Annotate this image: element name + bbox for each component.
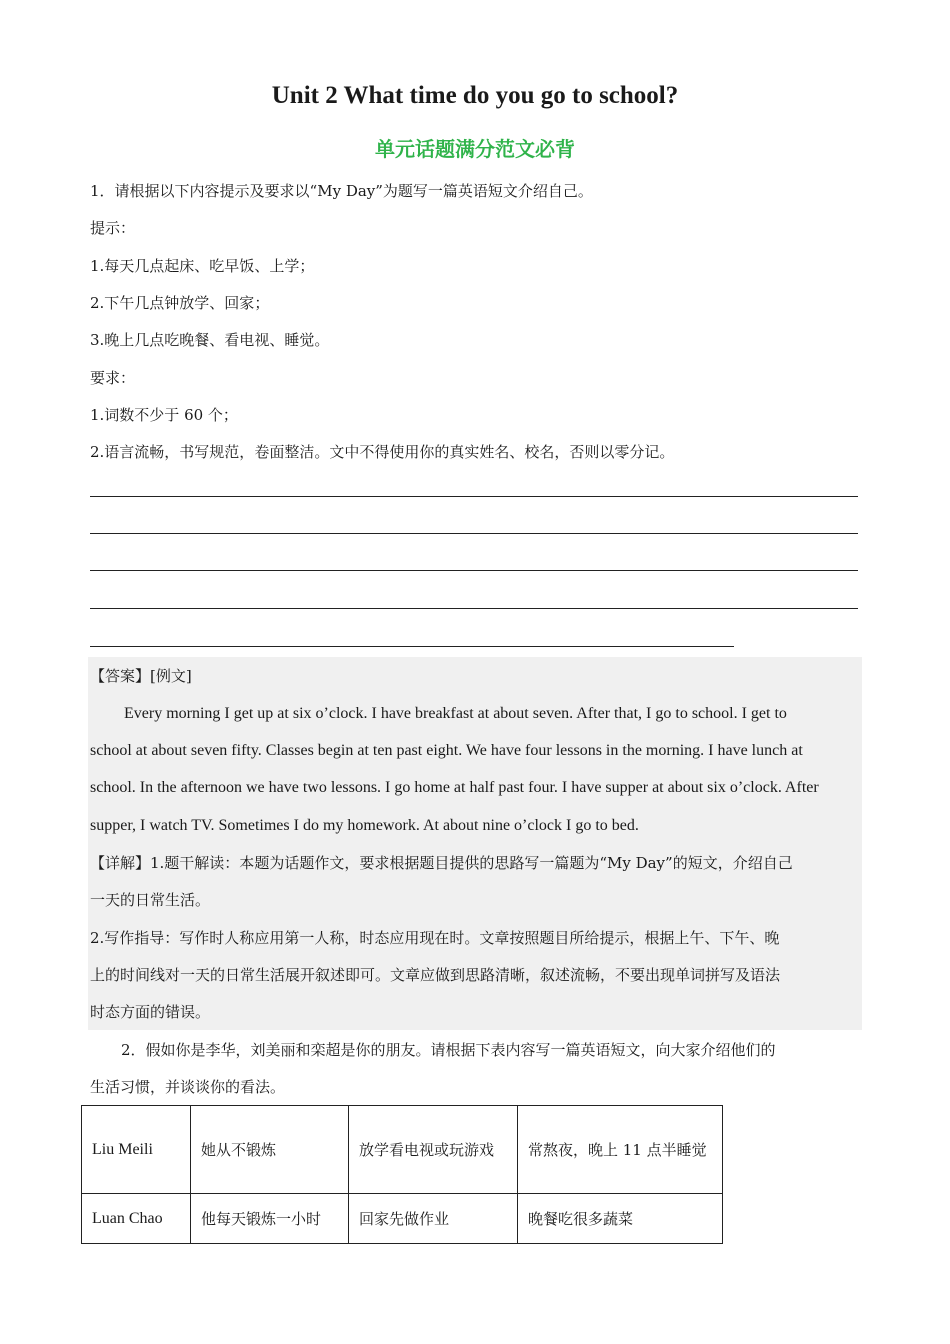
table-row [82,1194,723,1244]
question-2-prompt: 2．假如你是李华，刘美丽和栾超是你的朋友。请根据下表内容写一篇英语短文，向大家介绍他们的 [121,1041,776,1059]
hint-item: 3.晚上几点吃晚餐、看电视、睡觉。 [90,331,330,349]
table-cell: 晚餐吃很多蔬菜 [518,1194,723,1244]
page-title: Unit 2 What time do you go to school? [271,82,679,109]
essay-line: school at about seven fifty. Classes begin at ten past eight. We have four lessons in the morning. I have lunch at [90,742,803,759]
detail-line: 2.写作指导：写作时人称应用第一人称，时态应用现在时。文章按照题目所给提示，根据上午、下午、晚 [90,929,780,947]
table-cell: 回家先做作业 [349,1194,518,1244]
question-1-prompt: 1．请根据以下内容提示及要求以“My Day”为题写一篇英语短文介绍自己。 [90,182,593,200]
table-cell: Luan Chao [82,1194,191,1244]
answer-blank-line[interactable] [90,533,858,534]
requirement-label: 要求： [90,369,136,387]
detail-line: 一天的日常生活。 [90,891,211,909]
answer-blank-line[interactable] [90,608,858,609]
essay-line: Every morning I get up at six o’clock. I have breakfast at about seven. After that, I go to school. I get to [124,705,787,722]
habits-table [81,1105,723,1244]
answer-label: 【答案】[例文] [90,667,192,685]
table-cell: 他每天锻炼一小时 [191,1194,349,1244]
detail-line: 上的时间线对一天的日常生活展开叙述即可。文章应做到思路清晰，叙述流畅，不要出现单词拼写及语法 [90,966,781,984]
requirement-item: 1.词数不少于 60 个； [90,406,238,424]
page-subtitle: 单元话题满分范文必背 [375,137,575,161]
table-cell: 常熬夜，晚上 11 点半睡觉 [518,1106,723,1194]
hint-item: 1.每天几点起床、吃早饭、上学； [90,257,315,275]
detail-line: 时态方面的错误。 [90,1003,211,1021]
question-2-prompt: 生活习惯，并谈谈你的看法。 [90,1078,286,1096]
essay-line: supper, I watch TV. Sometimes I do my homework. At about nine o’clock I go to bed. [90,817,639,834]
requirement-item: 2.语言流畅，书写规范，卷面整洁。文中不得使用你的真实姓名、校名，否则以零分记。 [90,443,675,461]
hint-item: 2.下午几点钟放学、回家； [90,294,270,312]
answer-blank-line[interactable] [90,646,734,647]
answer-blank-line[interactable] [90,496,858,497]
answer-blank-line[interactable] [90,570,858,571]
table-cell: Liu Meili [82,1106,191,1194]
table-cell: 她从不锻炼 [191,1106,349,1194]
hint-label: 提示： [90,219,136,237]
table-row [82,1106,723,1194]
essay-line: school. In the afternoon we have two lessons. I go home at half past four. I have supper at about six o’clock. After [90,779,819,796]
table-cell: 放学看电视或玩游戏 [349,1106,518,1194]
detail-line: 【详解】1.题干解读：本题为话题作文，要求根据题目提供的思路写一篇题为“My Day”的短文，介绍自己 [90,854,793,872]
